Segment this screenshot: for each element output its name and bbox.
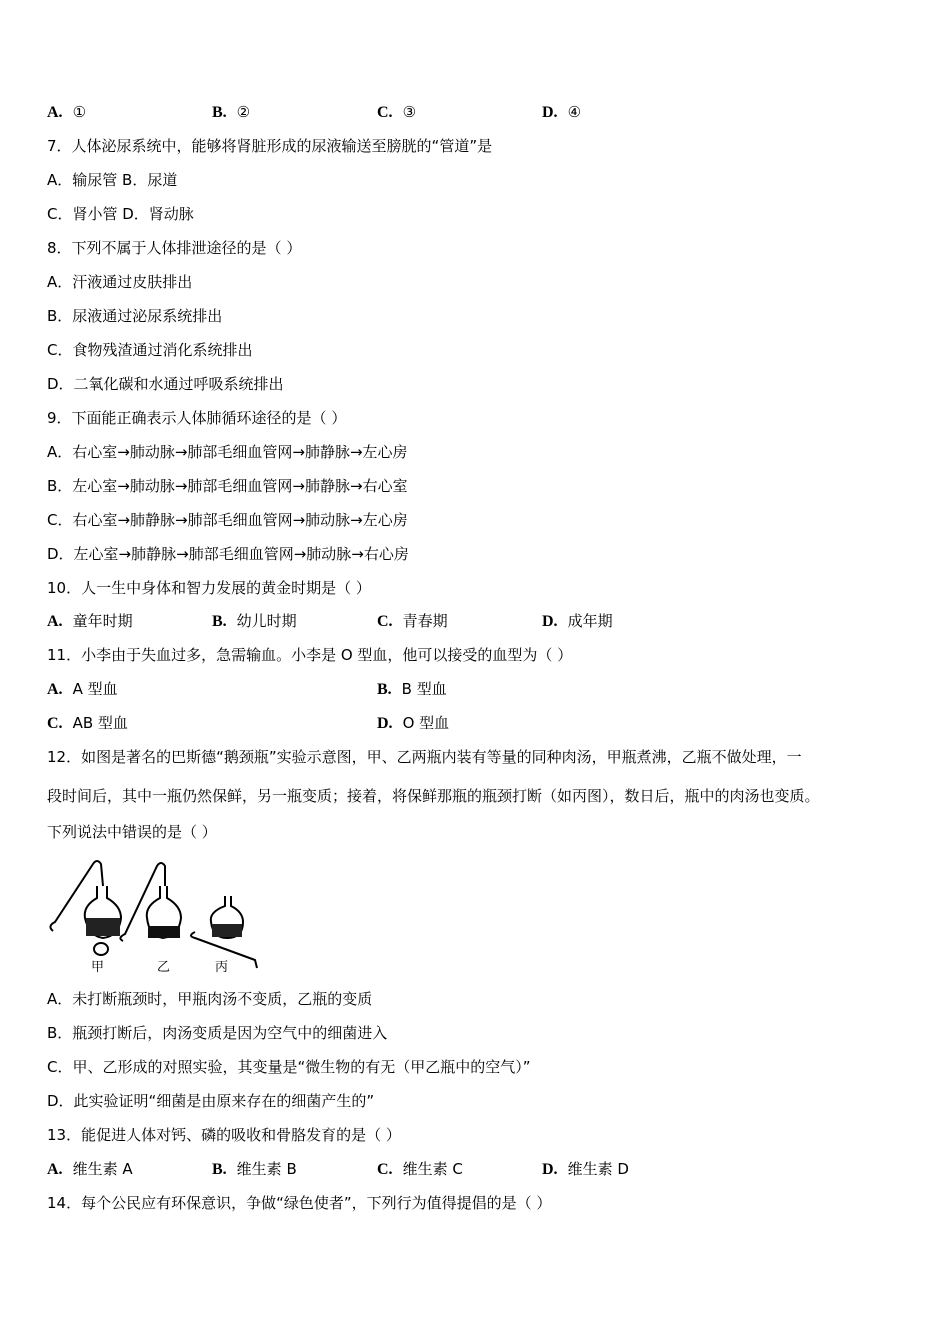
- option-label: D.: [542, 613, 558, 630]
- q13-option-a: [47, 1159, 133, 1180]
- q12-stem-line1: 12．如图是著名的巴斯德“鹅颈瓶”实验示意图，甲、乙两瓶内装有等量的同种肉汤，甲瓶煮沸，乙瓶不做处理，一: [47, 748, 802, 766]
- q10-option-c: [377, 611, 448, 632]
- q12-option-d: D．此实验证明“细菌是由原来存在的细菌产生的”: [47, 1092, 375, 1110]
- swan-neck-flask-figure: [45, 856, 275, 976]
- q8-option-a: A．汗液通过皮肤排出: [47, 273, 193, 291]
- q6-option-c: [377, 102, 416, 123]
- q13-stem: 13．能促进人体对钙、磷的吸收和骨胳发育的是（ ）: [47, 1126, 401, 1144]
- q9-option-a: A．右心室→肺动脉→肺部毛细血管网→肺静脉→左心房: [47, 443, 408, 461]
- q10-option-b: [212, 611, 297, 632]
- heat-source: [94, 943, 108, 955]
- q7-stem: 7．人体泌尿系统中，能够将肾脏形成的尿液输送至膀胱的“管道”是: [47, 137, 493, 155]
- option-text: 维生素 C: [402, 1160, 463, 1178]
- q12-stem-line2: 段时间后，其中一瓶仍然保鲜，另一瓶变质；接着，将保鲜那瓶的瓶颈打断（如丙图），数日后，瓶中的肉汤也变质。: [47, 787, 820, 805]
- label-jia: 甲: [91, 960, 105, 975]
- option-text: A 型血: [72, 680, 118, 698]
- q6-option-b: [212, 102, 250, 123]
- q9-option-c: C．右心室→肺静脉→肺部毛细血管网→肺动脉→左心房: [47, 511, 408, 529]
- option-label: A.: [47, 104, 63, 121]
- option-label: C.: [47, 715, 63, 732]
- option-text: 成年期: [567, 612, 613, 630]
- option-label: B.: [212, 613, 227, 630]
- q11-option-c: [47, 713, 128, 734]
- option-label: B.: [212, 1161, 227, 1178]
- option-text: B 型血: [401, 680, 447, 698]
- option-text: O 型血: [402, 714, 450, 732]
- option-label: D.: [542, 104, 558, 121]
- q9-option-d: D．左心室→肺静脉→肺部毛细血管网→肺动脉→右心房: [47, 545, 409, 563]
- option-text: 维生素 B: [236, 1160, 297, 1178]
- option-label: C.: [377, 613, 393, 630]
- q11-option-b: [377, 679, 447, 700]
- q13-option-d: [542, 1159, 629, 1180]
- option-text: AB 型血: [72, 714, 128, 732]
- broth-jia: [86, 918, 120, 936]
- broth-yi: [148, 926, 180, 938]
- option-text: 青春期: [402, 612, 448, 630]
- option-text: 维生素 D: [567, 1160, 629, 1178]
- q12-option-c: C．甲、乙形成的对照实验，其变量是“微生物的有无（甲乙瓶中的空气）”: [47, 1058, 531, 1076]
- broth-bing: [212, 924, 242, 937]
- q12-option-a: A．未打断瓶颈时，甲瓶肉汤不变质，乙瓶的变质: [47, 990, 373, 1008]
- q12-option-b: B．瓶颈打断后，肉汤变质是因为空气中的细菌进入: [47, 1024, 388, 1042]
- q8-option-c: C．食物残渣通过消化系统排出: [47, 341, 253, 359]
- option-label: C.: [377, 1161, 393, 1178]
- q13-option-b: [212, 1159, 297, 1180]
- q6-option-a: [47, 102, 86, 123]
- q10-stem: 10．人一生中身体和智力发展的黄金时期是（ ）: [47, 579, 371, 597]
- option-text: 童年时期: [72, 612, 133, 630]
- option-label: C.: [377, 104, 393, 121]
- q9-stem: 9．下面能正确表示人体肺循环途径的是（ ）: [47, 409, 347, 427]
- option-label: A.: [47, 681, 63, 698]
- option-text: ①: [72, 103, 87, 121]
- option-text: ④: [567, 103, 582, 121]
- option-text: 维生素 A: [72, 1160, 133, 1178]
- option-label: D.: [542, 1161, 558, 1178]
- q12-stem-line3: 下列说法中错误的是（ ）: [47, 823, 217, 841]
- q11-option-d: [377, 713, 449, 734]
- option-label: A.: [47, 1161, 63, 1178]
- q11-option-a: [47, 679, 118, 700]
- option-label: D.: [377, 715, 393, 732]
- q7-options-row2: C．肾小管 D．肾动脉: [47, 205, 194, 223]
- q10-option-d: [542, 611, 613, 632]
- option-text: 幼儿时期: [236, 612, 297, 630]
- label-yi: 乙: [157, 960, 171, 975]
- option-text: ③: [402, 103, 417, 121]
- q9-option-b: B．左心室→肺动脉→肺部毛细血管网→肺静脉→右心室: [47, 477, 408, 495]
- option-label: B.: [212, 104, 227, 121]
- option-label: B.: [377, 681, 392, 698]
- q14-stem: 14．每个公民应有环保意识，争做“绿色使者”，下列行为值得提倡的是（ ）: [47, 1194, 552, 1212]
- option-text: ②: [236, 103, 251, 121]
- option-label: A.: [47, 613, 63, 630]
- q6-option-d: [542, 102, 581, 123]
- q13-option-c: [377, 1159, 463, 1180]
- label-bing: 丙: [215, 960, 229, 975]
- q8-stem: 8．下列不属于人体排泄途径的是（ ）: [47, 239, 302, 257]
- q10-option-a: [47, 611, 133, 632]
- q8-option-b: B．尿液通过泌尿系统排出: [47, 307, 223, 325]
- q8-option-d: D．二氧化碳和水通过呼吸系统排出: [47, 375, 284, 393]
- q11-stem: 11．小李由于失血过多，急需输血。小李是 O 型血，他可以接受的血型为（ ）: [47, 646, 573, 664]
- q7-options-row1: A．输尿管 B．尿道: [47, 171, 178, 189]
